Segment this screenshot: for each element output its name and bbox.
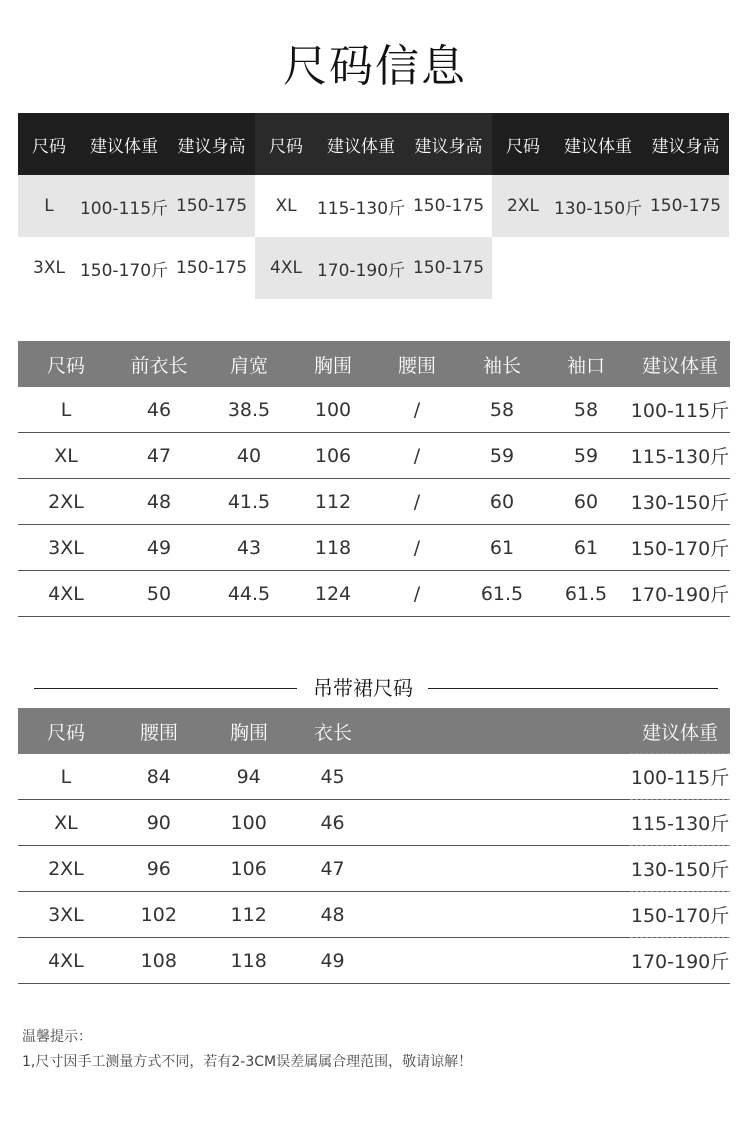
weight-cell: 130-150斤 bbox=[553, 198, 643, 219]
table-cell: 108 bbox=[140, 949, 177, 972]
column-header: 胸围 bbox=[313, 354, 352, 377]
table-cell: 100-115斤 bbox=[630, 400, 730, 422]
top-size-table bbox=[18, 341, 730, 617]
table-cell: 102 bbox=[140, 903, 177, 926]
table-cell: 100 bbox=[314, 398, 352, 421]
size-cell: 2XL bbox=[507, 196, 539, 216]
table-cell: 46 bbox=[146, 398, 172, 421]
table-row bbox=[18, 846, 730, 892]
table-cell: 49 bbox=[146, 536, 172, 559]
column-header: 胸围 bbox=[229, 721, 268, 744]
column-header: 建议体重 bbox=[641, 721, 718, 744]
header-spacer bbox=[372, 708, 630, 754]
column-header: 前衣长 bbox=[130, 354, 188, 377]
table-cell: 60 bbox=[489, 490, 515, 513]
column-header: 袖长 bbox=[482, 354, 521, 377]
table-cell: 112 bbox=[230, 903, 267, 926]
size-cell: XL bbox=[275, 196, 297, 216]
table-cell: 100 bbox=[230, 811, 267, 834]
table-cell: XL bbox=[54, 811, 78, 834]
table-row bbox=[18, 387, 730, 433]
table-cell: 150-170斤 bbox=[630, 891, 730, 937]
table-cell: 124 bbox=[314, 582, 352, 605]
table-cell: L bbox=[60, 765, 72, 788]
page-title: 尺码信息 bbox=[283, 41, 467, 92]
table-cell: 47 bbox=[320, 857, 345, 880]
table-cell: 45 bbox=[320, 765, 345, 788]
recommendation-cell-group bbox=[492, 175, 729, 237]
weight-cell: 115-130斤 bbox=[316, 198, 406, 219]
header-height: 建议身高 bbox=[168, 113, 255, 175]
size-cell: L bbox=[44, 196, 54, 216]
header-weight: 建议体重 bbox=[317, 113, 405, 175]
table-cell: 49 bbox=[320, 949, 345, 972]
table-cell: / bbox=[413, 444, 421, 467]
table-cell: 130-150斤 bbox=[630, 845, 730, 891]
table-cell: 112 bbox=[314, 490, 352, 513]
table-row bbox=[18, 800, 730, 846]
row-spacer bbox=[372, 754, 631, 799]
weight-cell: 150-170斤 bbox=[79, 260, 169, 281]
header-height: 建议身高 bbox=[642, 113, 729, 175]
recommendation-cell-group bbox=[255, 175, 492, 237]
table-cell: 118 bbox=[314, 536, 352, 559]
table-cell: 3XL bbox=[48, 536, 84, 559]
recommendation-header-row bbox=[18, 113, 730, 175]
recommendation-table bbox=[18, 113, 730, 299]
table-cell: XL bbox=[54, 444, 78, 467]
row-spacer bbox=[372, 800, 631, 845]
table-cell: 61.5 bbox=[480, 582, 524, 605]
table-cell: 115-130斤 bbox=[630, 446, 730, 468]
table-cell: 4XL bbox=[48, 949, 84, 972]
table-cell: / bbox=[413, 582, 421, 605]
table-row bbox=[18, 754, 730, 800]
table-header-row bbox=[18, 708, 730, 754]
table-cell: 90 bbox=[146, 811, 171, 834]
table-cell: 40 bbox=[236, 444, 262, 467]
header-size: 尺码 bbox=[18, 113, 80, 175]
table-cell: L bbox=[60, 398, 72, 421]
size-cell: 3XL bbox=[33, 258, 65, 278]
header-weight: 建议体重 bbox=[554, 113, 642, 175]
table-cell: 100-115斤 bbox=[630, 753, 730, 799]
column-header: 肩宽 bbox=[229, 354, 268, 377]
table-cell: 96 bbox=[146, 857, 171, 880]
table-row bbox=[18, 433, 730, 479]
table-cell: 38.5 bbox=[227, 398, 271, 421]
table-cell: 118 bbox=[230, 949, 267, 972]
table-cell: 61 bbox=[573, 536, 599, 559]
table-cell: 94 bbox=[236, 765, 261, 788]
table-cell: 46 bbox=[320, 811, 345, 834]
recommendation-row bbox=[18, 175, 730, 237]
table-header-row bbox=[18, 341, 730, 387]
table-cell: 58 bbox=[489, 398, 515, 421]
table-cell: 61 bbox=[489, 536, 515, 559]
height-cell: 150-175 bbox=[412, 196, 485, 216]
table-cell: 43 bbox=[236, 536, 262, 559]
table-cell: 84 bbox=[146, 765, 171, 788]
column-header: 衣长 bbox=[313, 721, 352, 744]
table-cell: 59 bbox=[573, 444, 599, 467]
divider-line-left bbox=[34, 688, 297, 689]
table-row bbox=[18, 892, 730, 938]
notes-line: 1,尺寸因手工测量方式不同，若有2-3CM误差属属合理范围，敬请谅解！ bbox=[22, 1054, 473, 1070]
height-cell: 150-175 bbox=[649, 196, 722, 216]
table-row bbox=[18, 479, 730, 525]
table-cell: / bbox=[413, 490, 421, 513]
height-cell: 150-175 bbox=[175, 196, 248, 216]
weight-cell: 100-115斤 bbox=[79, 198, 169, 219]
notes bbox=[22, 1025, 472, 1075]
table-cell: 106 bbox=[230, 857, 267, 880]
row-spacer bbox=[372, 938, 631, 983]
size-cell: 4XL bbox=[270, 258, 302, 278]
column-header: 袖口 bbox=[566, 354, 605, 377]
height-cell: 150-175 bbox=[175, 258, 248, 278]
table-cell: 170-190斤 bbox=[630, 584, 730, 606]
table-cell: 3XL bbox=[48, 903, 84, 926]
notes-heading: 温馨提示： bbox=[22, 1029, 92, 1045]
table-cell: 2XL bbox=[48, 857, 84, 880]
column-header: 建议体重 bbox=[641, 354, 718, 377]
recommendation-cell-group bbox=[255, 237, 492, 299]
table-cell: 44.5 bbox=[227, 582, 271, 605]
row-spacer bbox=[372, 892, 631, 937]
weight-cell: 170-190斤 bbox=[316, 260, 406, 281]
table-cell: 61.5 bbox=[564, 582, 608, 605]
header-block bbox=[255, 113, 492, 175]
recommendation-cell-group bbox=[18, 237, 255, 299]
header-size: 尺码 bbox=[492, 113, 554, 175]
table-cell: 130-150斤 bbox=[630, 492, 730, 514]
column-header: 腰围 bbox=[397, 354, 436, 377]
table-cell: 48 bbox=[146, 490, 172, 513]
header-height: 建议身高 bbox=[405, 113, 492, 175]
section-divider bbox=[34, 673, 718, 703]
dress-size-table bbox=[18, 708, 730, 984]
recommendation-row bbox=[18, 237, 730, 299]
header-block bbox=[18, 113, 255, 175]
height-cell: 150-175 bbox=[412, 258, 485, 278]
table-row bbox=[18, 938, 730, 984]
column-header: 腰围 bbox=[139, 721, 178, 744]
table-cell: 50 bbox=[146, 582, 172, 605]
column-header: 尺码 bbox=[46, 721, 85, 744]
table-cell: 150-170斤 bbox=[630, 538, 730, 560]
table-cell: / bbox=[413, 398, 421, 421]
divider-line-right bbox=[428, 688, 718, 689]
header-block bbox=[492, 113, 729, 175]
section-title: 吊带裙尺码 bbox=[313, 676, 413, 700]
table-cell: 2XL bbox=[48, 490, 84, 513]
table-row bbox=[18, 525, 730, 571]
table-cell: 170-190斤 bbox=[630, 937, 730, 983]
table-cell: 58 bbox=[573, 398, 599, 421]
header-weight: 建议体重 bbox=[80, 113, 168, 175]
table-cell: / bbox=[413, 536, 421, 559]
table-cell: 115-130斤 bbox=[630, 799, 730, 845]
table-row bbox=[18, 571, 730, 617]
table-cell: 48 bbox=[320, 903, 345, 926]
row-spacer bbox=[372, 846, 631, 891]
header-size: 尺码 bbox=[255, 113, 317, 175]
table-cell: 4XL bbox=[48, 582, 84, 605]
table-cell: 60 bbox=[573, 490, 599, 513]
table-cell: 59 bbox=[489, 444, 515, 467]
table-cell: 106 bbox=[314, 444, 352, 467]
recommendation-cell-group bbox=[18, 175, 255, 237]
column-header: 尺码 bbox=[46, 354, 85, 377]
table-cell: 47 bbox=[146, 444, 172, 467]
table-cell: 41.5 bbox=[227, 490, 271, 513]
